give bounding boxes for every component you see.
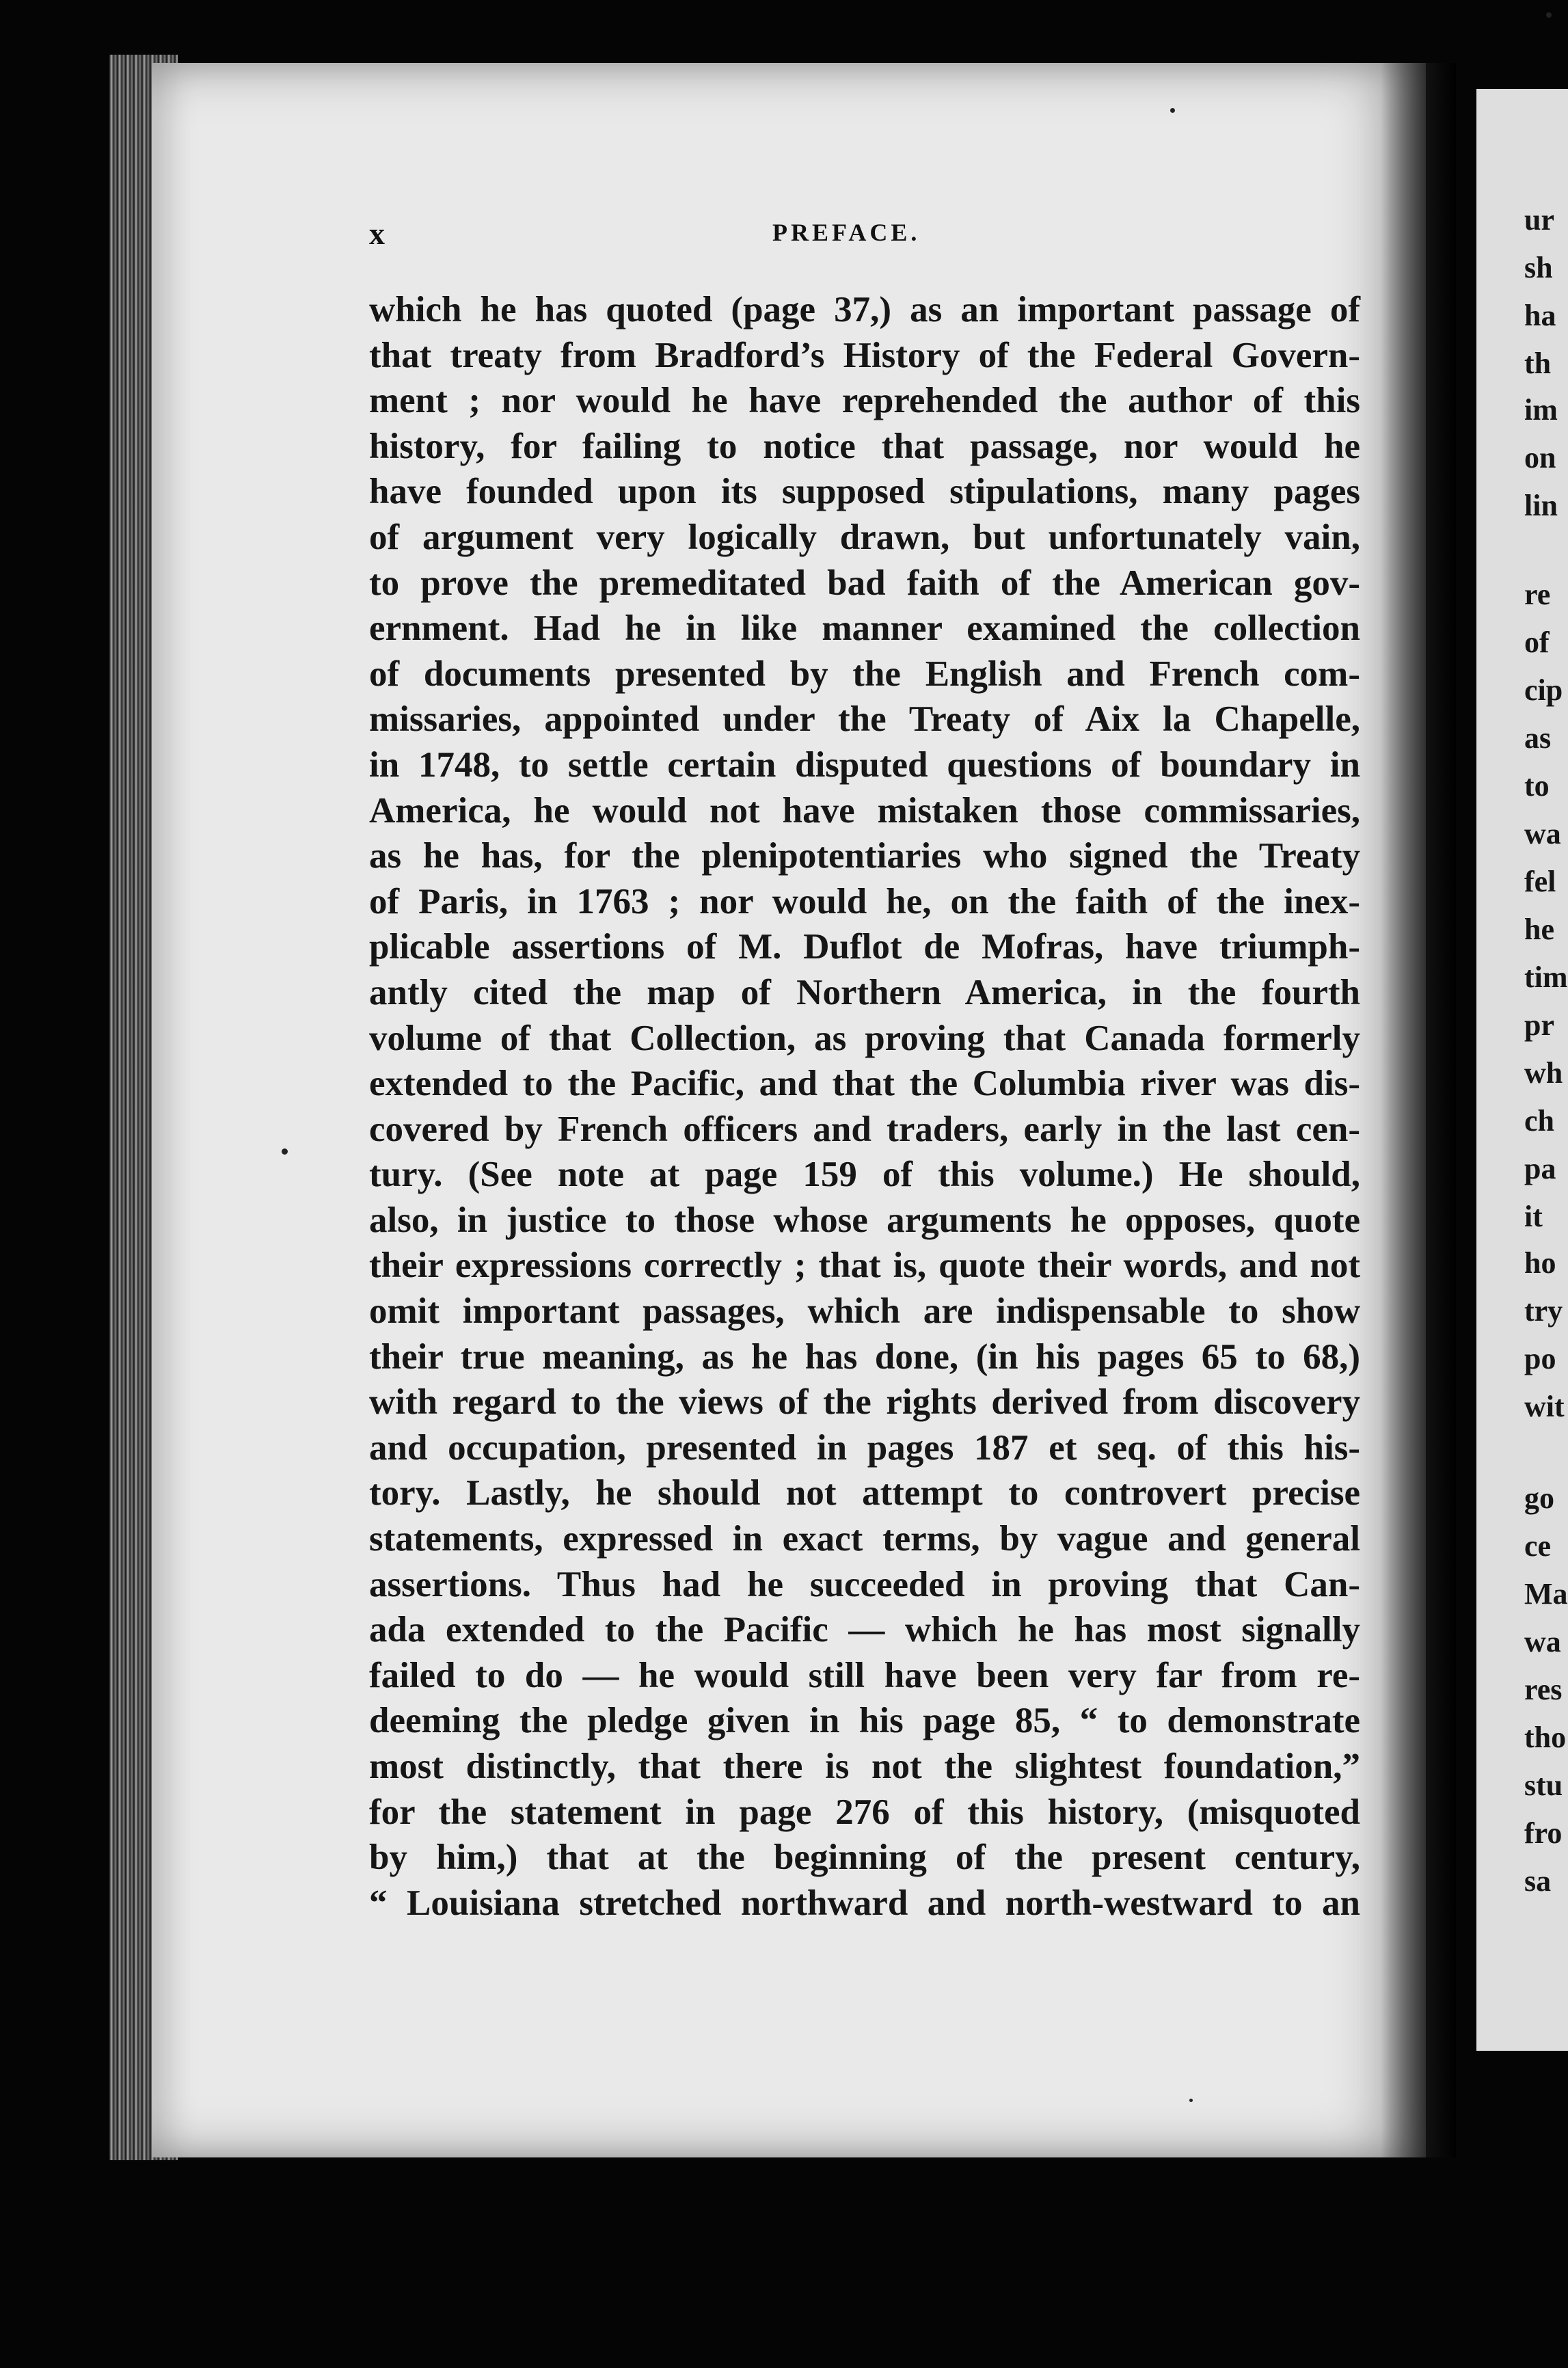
facing-page-text-fragment: res (1524, 1673, 1563, 1706)
facing-page-text-fragment: po (1524, 1342, 1556, 1375)
facing-page-text-fragment: pa (1524, 1152, 1556, 1185)
facing-page-text-fragment: wa (1524, 817, 1561, 850)
facing-page-text-fragment: on (1524, 441, 1556, 474)
text-line: and occupation, presented in pages 187 et seq. of this his- (369, 1427, 1360, 1468)
facing-page-text-fragment: sh (1524, 251, 1553, 284)
facing-page-text-fragment: th (1524, 347, 1552, 380)
facing-page-text-fragment: cip (1524, 673, 1563, 707)
facing-page-text-fragment: re (1524, 578, 1551, 611)
facing-page-text-fragment: fro (1524, 1816, 1563, 1850)
facing-page-text-fragment: lin (1524, 489, 1558, 522)
facing-page-text-fragment: ho (1524, 1246, 1556, 1280)
facing-page-text-fragment: tho (1524, 1721, 1567, 1754)
text-line: of Paris, in 1763 ; nor would he, on the faith of the inex- (369, 881, 1360, 921)
text-line: their expressions correctly ; that is, quote their words, and not (369, 1246, 1360, 1286)
text-line: covered by French officers and traders, early in the last cen- (369, 1109, 1360, 1149)
text-line: volume of that Collection, as proving that Canada formerly (369, 1018, 1360, 1058)
text-line: assertions. Thus had he succeeded in proving that Can- (369, 1564, 1360, 1604)
text-line: statements, expressed in exact terms, by vague and general (369, 1519, 1360, 1559)
text-line: antly cited the map of Northern America, in the fourth (369, 972, 1360, 1012)
facing-page-text-fragment: of (1524, 625, 1550, 659)
facing-page-text-fragment: pr (1524, 1008, 1554, 1042)
facing-page-text-fragment: wh (1524, 1056, 1563, 1090)
facing-page-text-fragment: wit (1524, 1390, 1565, 1423)
text-line: which he has quoted (page 37,) as an important passage of (369, 290, 1360, 329)
text-line: history, for failing to notice that passage, nor would he (369, 426, 1360, 466)
page-number: x (369, 216, 386, 251)
facing-page-edge (1476, 89, 1568, 2051)
text-line: most distinctly, that there is not the slightest foundation,” (369, 1747, 1360, 1786)
text-line: tory. Lastly, he should not attempt to controvert precise (369, 1473, 1360, 1513)
text-line: ment ; nor would he have reprehended the author of this (369, 381, 1360, 421)
gutter-shadow (1381, 63, 1456, 2157)
facing-page-text-fragment: ce (1524, 1529, 1552, 1563)
facing-page-text-fragment: ur (1524, 203, 1554, 237)
facing-page-text-fragment: Ma (1524, 1577, 1568, 1611)
text-line: with regard to the views of the rights derived from discovery (369, 1382, 1360, 1423)
text-line: as he has, for the plenipotentiaries who signed the Treaty (369, 836, 1360, 876)
text-line: ada extended to the Pacific — which he has most signally (369, 1610, 1360, 1650)
text-line: in 1748, to settle certain disputed questions of boundary in (369, 744, 1360, 785)
text-line: also, in justice to those whose arguments he opposes, quote (369, 1200, 1360, 1240)
text-line: to prove the premeditated bad faith of the American gov- (369, 563, 1360, 603)
facing-page-text-fragment: it (1524, 1200, 1543, 1233)
text-line: by him,) that at the beginning of the present century, (369, 1838, 1360, 1878)
dust-speck (1189, 2099, 1193, 2102)
facing-page-text-fragment: wa (1524, 1625, 1561, 1658)
text-line: for the statement in page 276 of this history, (misquoted (369, 1792, 1360, 1832)
facing-page-text-fragment: to (1524, 769, 1550, 803)
text-line: plicable assertions of M. Duflot de Mofras, have triumph- (369, 927, 1360, 967)
facing-page-text-fragment: he (1524, 913, 1554, 946)
text-line: ernment. Had he in like manner examined the collection (369, 608, 1360, 649)
running-title: PREFACE. (772, 219, 921, 246)
text-line: missaries, appointed under the Treaty of Aix la Chapelle, (369, 699, 1360, 740)
text-line: of documents presented by the English and French com- (369, 654, 1360, 694)
text-line: extended to the Pacific, and that the Columbia river was dis- (369, 1064, 1360, 1104)
facing-page-text-fragment: ch (1524, 1104, 1554, 1138)
facing-page-text-fragment: fel (1524, 865, 1556, 898)
text-line: have founded upon its supposed stipulations, many pages (369, 472, 1360, 512)
text-line: their true meaning, as he has done, (in his pages 65 to 68,) (369, 1336, 1360, 1377)
text-line: tury. (See note at page 159 of this volume.) He should, (369, 1155, 1360, 1195)
facing-page-text-fragment: as (1524, 721, 1552, 755)
facing-page-text-fragment: tim (1524, 960, 1568, 994)
text-line: deeming the pledge given in his page 85, “ to demonstrate (369, 1701, 1360, 1741)
text-line: failed to do — he would still have been very far from re- (369, 1655, 1360, 1695)
facing-page-text-fragment: go (1524, 1481, 1554, 1515)
dust-speck (1546, 12, 1552, 18)
facing-page-text-fragment: im (1524, 393, 1558, 427)
text-line: of argument very logically drawn, but unfortunately vain, (369, 517, 1360, 557)
facing-page-text-fragment: ha (1524, 299, 1556, 332)
facing-page-text-fragment: stu (1524, 1768, 1563, 1802)
facing-page-text-fragment: sa (1524, 1864, 1552, 1898)
text-line: America, he would not have mistaken those commissaries, (369, 790, 1360, 831)
dust-speck (1170, 108, 1175, 113)
text-line: “ Louisiana stretched northward and north-westward to an (369, 1883, 1360, 1923)
facing-page-text-fragment: try (1524, 1294, 1563, 1328)
preface-body-text (369, 287, 1360, 1926)
dust-speck (282, 1148, 288, 1155)
page-header (369, 215, 1367, 250)
text-line: that treaty from Bradford’s History of the Federal Govern- (369, 335, 1360, 375)
text-line: omit important passages, which are indispensable to show (369, 1291, 1360, 1332)
